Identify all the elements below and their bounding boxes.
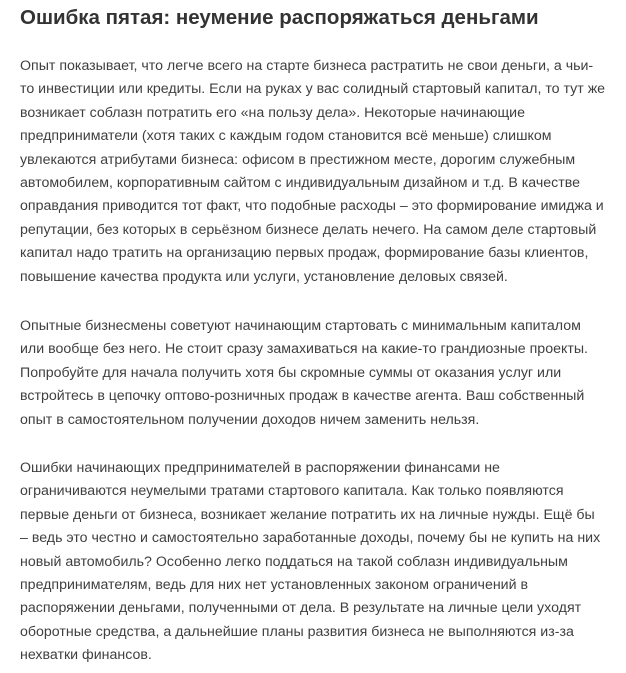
text-line: предприниматели (хотя таких с каждым годом становится всё меньше) слишком <box>20 128 552 145</box>
text-line: Опытные бизнесмены советуют начинающим стартовать с минимальным капиталом <box>20 318 581 334</box>
text-line: оправдания приводится тот факт, что подобные расходы – это формирование имиджа и <box>20 198 604 215</box>
text-line: ограничиваются неумелыми тратами стартового капитала. Как только появляются <box>20 483 564 500</box>
text-line: повышение качества продукта или услуги, установление деловых связей. <box>20 268 508 285</box>
text-line: возникает соблазн потратить его «на пользу дела». Некоторые начинающие <box>20 104 525 121</box>
text-line: нехватки финансов. <box>20 647 152 664</box>
text-line: Попробуйте для начала получить хотя бы скромные суммы от оказания услуг или <box>20 364 562 381</box>
text-line: Ошибки начинающих предпринимателей в распоряжении финансами не <box>20 460 500 476</box>
paragraph-2 <box>20 315 620 432</box>
text-line: Опыт показывает, что легче всего на старте бизнеса растратить не свои деньги, а чьи- <box>20 58 594 74</box>
text-line: увлекаются атрибутами бизнеса: офисом в престижном месте, дорогим служебным <box>20 151 576 168</box>
text-line: оборотные средства, а дальнейшие планы развития бизнеса не выполняются из-за <box>20 623 574 640</box>
text-line: новый автомобиль? Особенно легко поддаться на такой соблазн индивидуальным <box>20 553 568 570</box>
text-line: – ведь это честно и самостоятельно заработанные доходы, почему бы не купить на них <box>20 530 601 547</box>
paragraph-1 <box>20 55 620 289</box>
article-title: Ошибка пятая: неумение распоряжаться деньгами <box>20 6 539 29</box>
paragraph-3 <box>20 457 620 668</box>
text-line: встройтесь в цепочку оптово-розничных продаж в качестве агента. Ваш собственный <box>20 388 585 405</box>
text-line: распоряжении деньгами, полученными от дела. В результате на личные цели уходят <box>20 600 582 617</box>
text-line: репутации, без которых в серьёзном бизнесе делать нечего. На самом деле стартовый <box>20 221 597 238</box>
text-line: капитал надо тратить на организацию первых продаж, формирование базы клиентов, <box>20 245 589 262</box>
text-line: или вообще без него. Не стоит сразу замахиваться на какие-то грандиозные проекты. <box>20 341 588 358</box>
text-line: то инвестиции или кредиты. Если на руках у вас солидный стартовый капитал, то тут же <box>20 81 606 98</box>
text-line: автомобилем, корпоративным сайтом с индивидуальным дизайном и т.д. В качестве <box>20 175 581 192</box>
text-line: первые деньги от бизнеса, возникает желание потратить их на личные нужды. Ещё бы <box>20 506 595 523</box>
text-line: опыт в самостоятельном получении доходов ничем заменить нельзя. <box>20 411 480 428</box>
text-line: предпринимателям, ведь для них нет установленных законом ограничений в <box>20 577 529 594</box>
